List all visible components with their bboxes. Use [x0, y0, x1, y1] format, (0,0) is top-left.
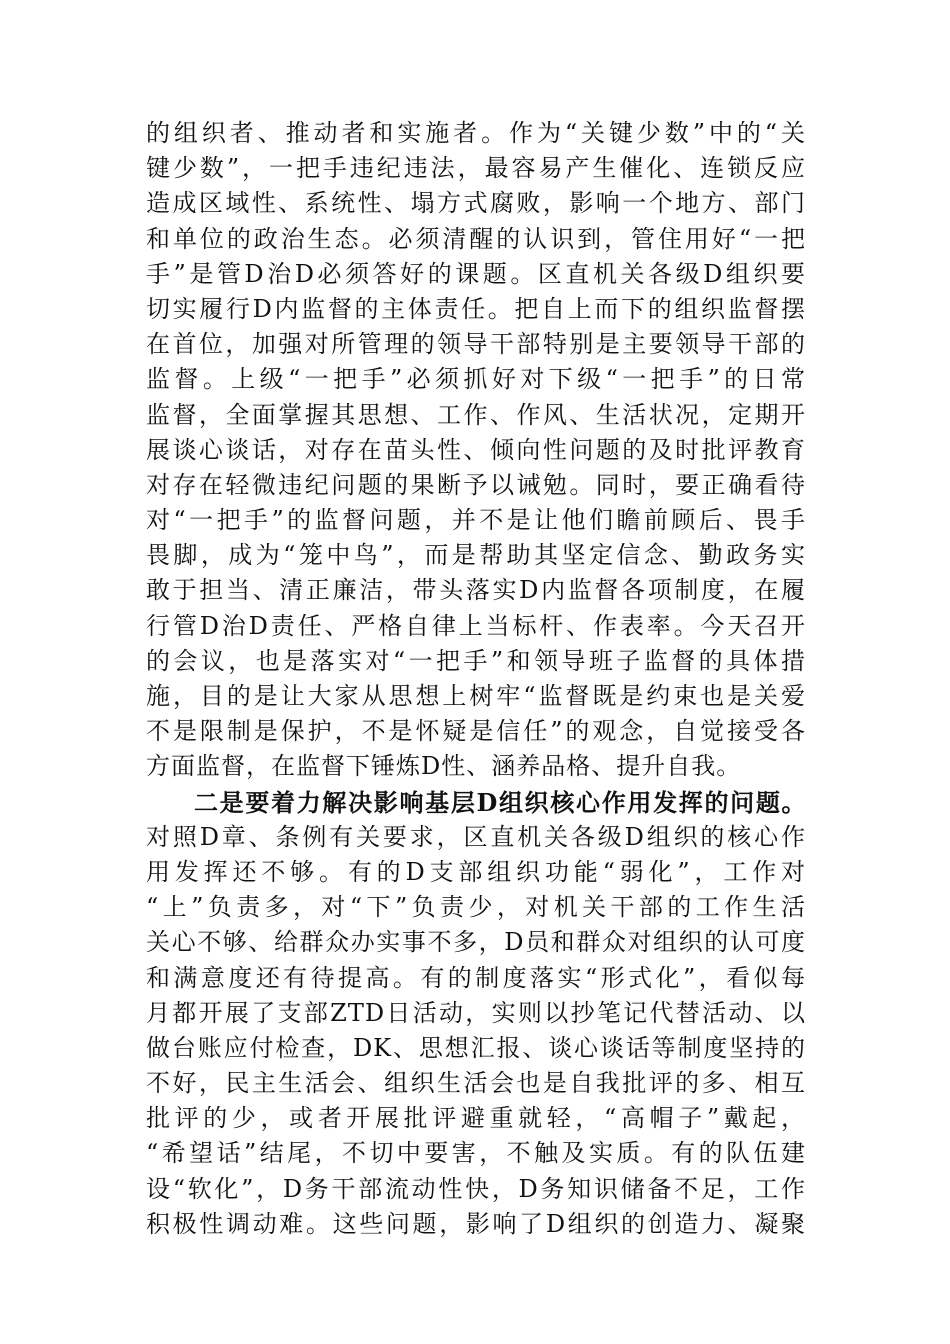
text-line: 用发挥还不够。有的D支部组织功能“弱化”，工作对	[146, 857, 806, 886]
text-line: 行管D治D责任、严格自律上当标杆、作表率。今天召开	[146, 611, 806, 640]
text-line: 不好，民主生活会、组织生活会也是自我批评的多、相互	[146, 1069, 806, 1098]
text-line: 设“软化”，D务干部流动性快，D务知识储备不足，工作	[146, 1174, 806, 1203]
text-line: 手”是管D治D必须答好的课题。区直机关各级D组织要	[146, 259, 806, 288]
text-line: 和满意度还有待提高。有的制度落实“形式化”，看似每	[146, 963, 806, 992]
text-line: 监督，全面掌握其思想、工作、作风、生活状况，定期开	[146, 400, 806, 429]
text-line: 积极性调动难。这些问题，影响了D组织的创造力、凝聚	[146, 1209, 806, 1238]
text-line: 批评的少，或者开展批评避重就轻，“高帽子”戴起，	[146, 1104, 806, 1133]
text-line: 键少数”，一把手违纪违法，最容易产生催化、连锁反应	[146, 154, 806, 183]
text-line: 做台账应付检查，DK、思想汇报、谈心谈话等制度坚持的	[146, 1033, 806, 1062]
text-line: 的组织者、推动者和实施者。作为“关键少数”中的“关	[146, 119, 806, 147]
document-body	[146, 116, 806, 1242]
section-heading: 二是要着力解决影响基层D组织核心作用发挥的问题。	[194, 787, 806, 817]
text-line: “希望话”结尾，不切中要害，不触及实质。有的队伍建	[146, 1139, 806, 1168]
text-line: 对照D章、条例有关要求，区直机关各级D组织的核心作	[146, 822, 806, 851]
text-line: 施，目的是让大家从思想上树牢“监督既是约束也是关爱	[146, 682, 806, 710]
text-line: 关心不够、给群众办实事不多，D员和群众对组织的认可度	[146, 928, 806, 957]
text-line: 畏脚，成为“笼中鸟”，而是帮助其坚定信念、勤政务实	[146, 541, 806, 570]
text-line: “上”负责多，对“下”负责少，对机关干部的工作生活	[146, 893, 806, 922]
text-line: 和单位的政治生态。必须清醒的认识到，管住用好“一把	[146, 224, 806, 253]
paragraph-end-line: 方面监督，在监督下锤炼D性、涵养品格、提升自我。	[146, 752, 742, 781]
text-line: 造成区域性、系统性、塌方式腐败，影响一个地方、部门	[146, 189, 806, 218]
text-line: 切实履行D内监督的主体责任。把自上而下的组织监督摆	[146, 294, 806, 323]
text-line: 月都开展了支部ZTD日活动，实则以抄笔记代替活动、以	[146, 998, 806, 1027]
text-line: 在首位，加强对所管理的领导干部特别是主要领导干部的	[146, 330, 806, 359]
text-line: 展谈心谈话，对存在苗头性、倾向性问题的及时批评教育	[146, 435, 806, 464]
text-line: 的会议，也是落实对“一把手”和领导班子监督的具体措	[146, 646, 806, 675]
text-line: 不是限制是保护，不是怀疑是信任”的观念，自觉接受各	[146, 717, 806, 746]
text-line: 对存在轻微违纪问题的果断予以诫勉。同时，要正确看待	[146, 470, 806, 499]
text-line: 对“一把手”的监督问题，并不是让他们瞻前顾后、畏手	[146, 506, 806, 535]
text-line: 监督。上级“一把手”必须抓好对下级“一把手”的日常	[146, 365, 806, 394]
text-line: 敢于担当、清正廉洁，带头落实D内监督各项制度，在履	[146, 576, 806, 605]
